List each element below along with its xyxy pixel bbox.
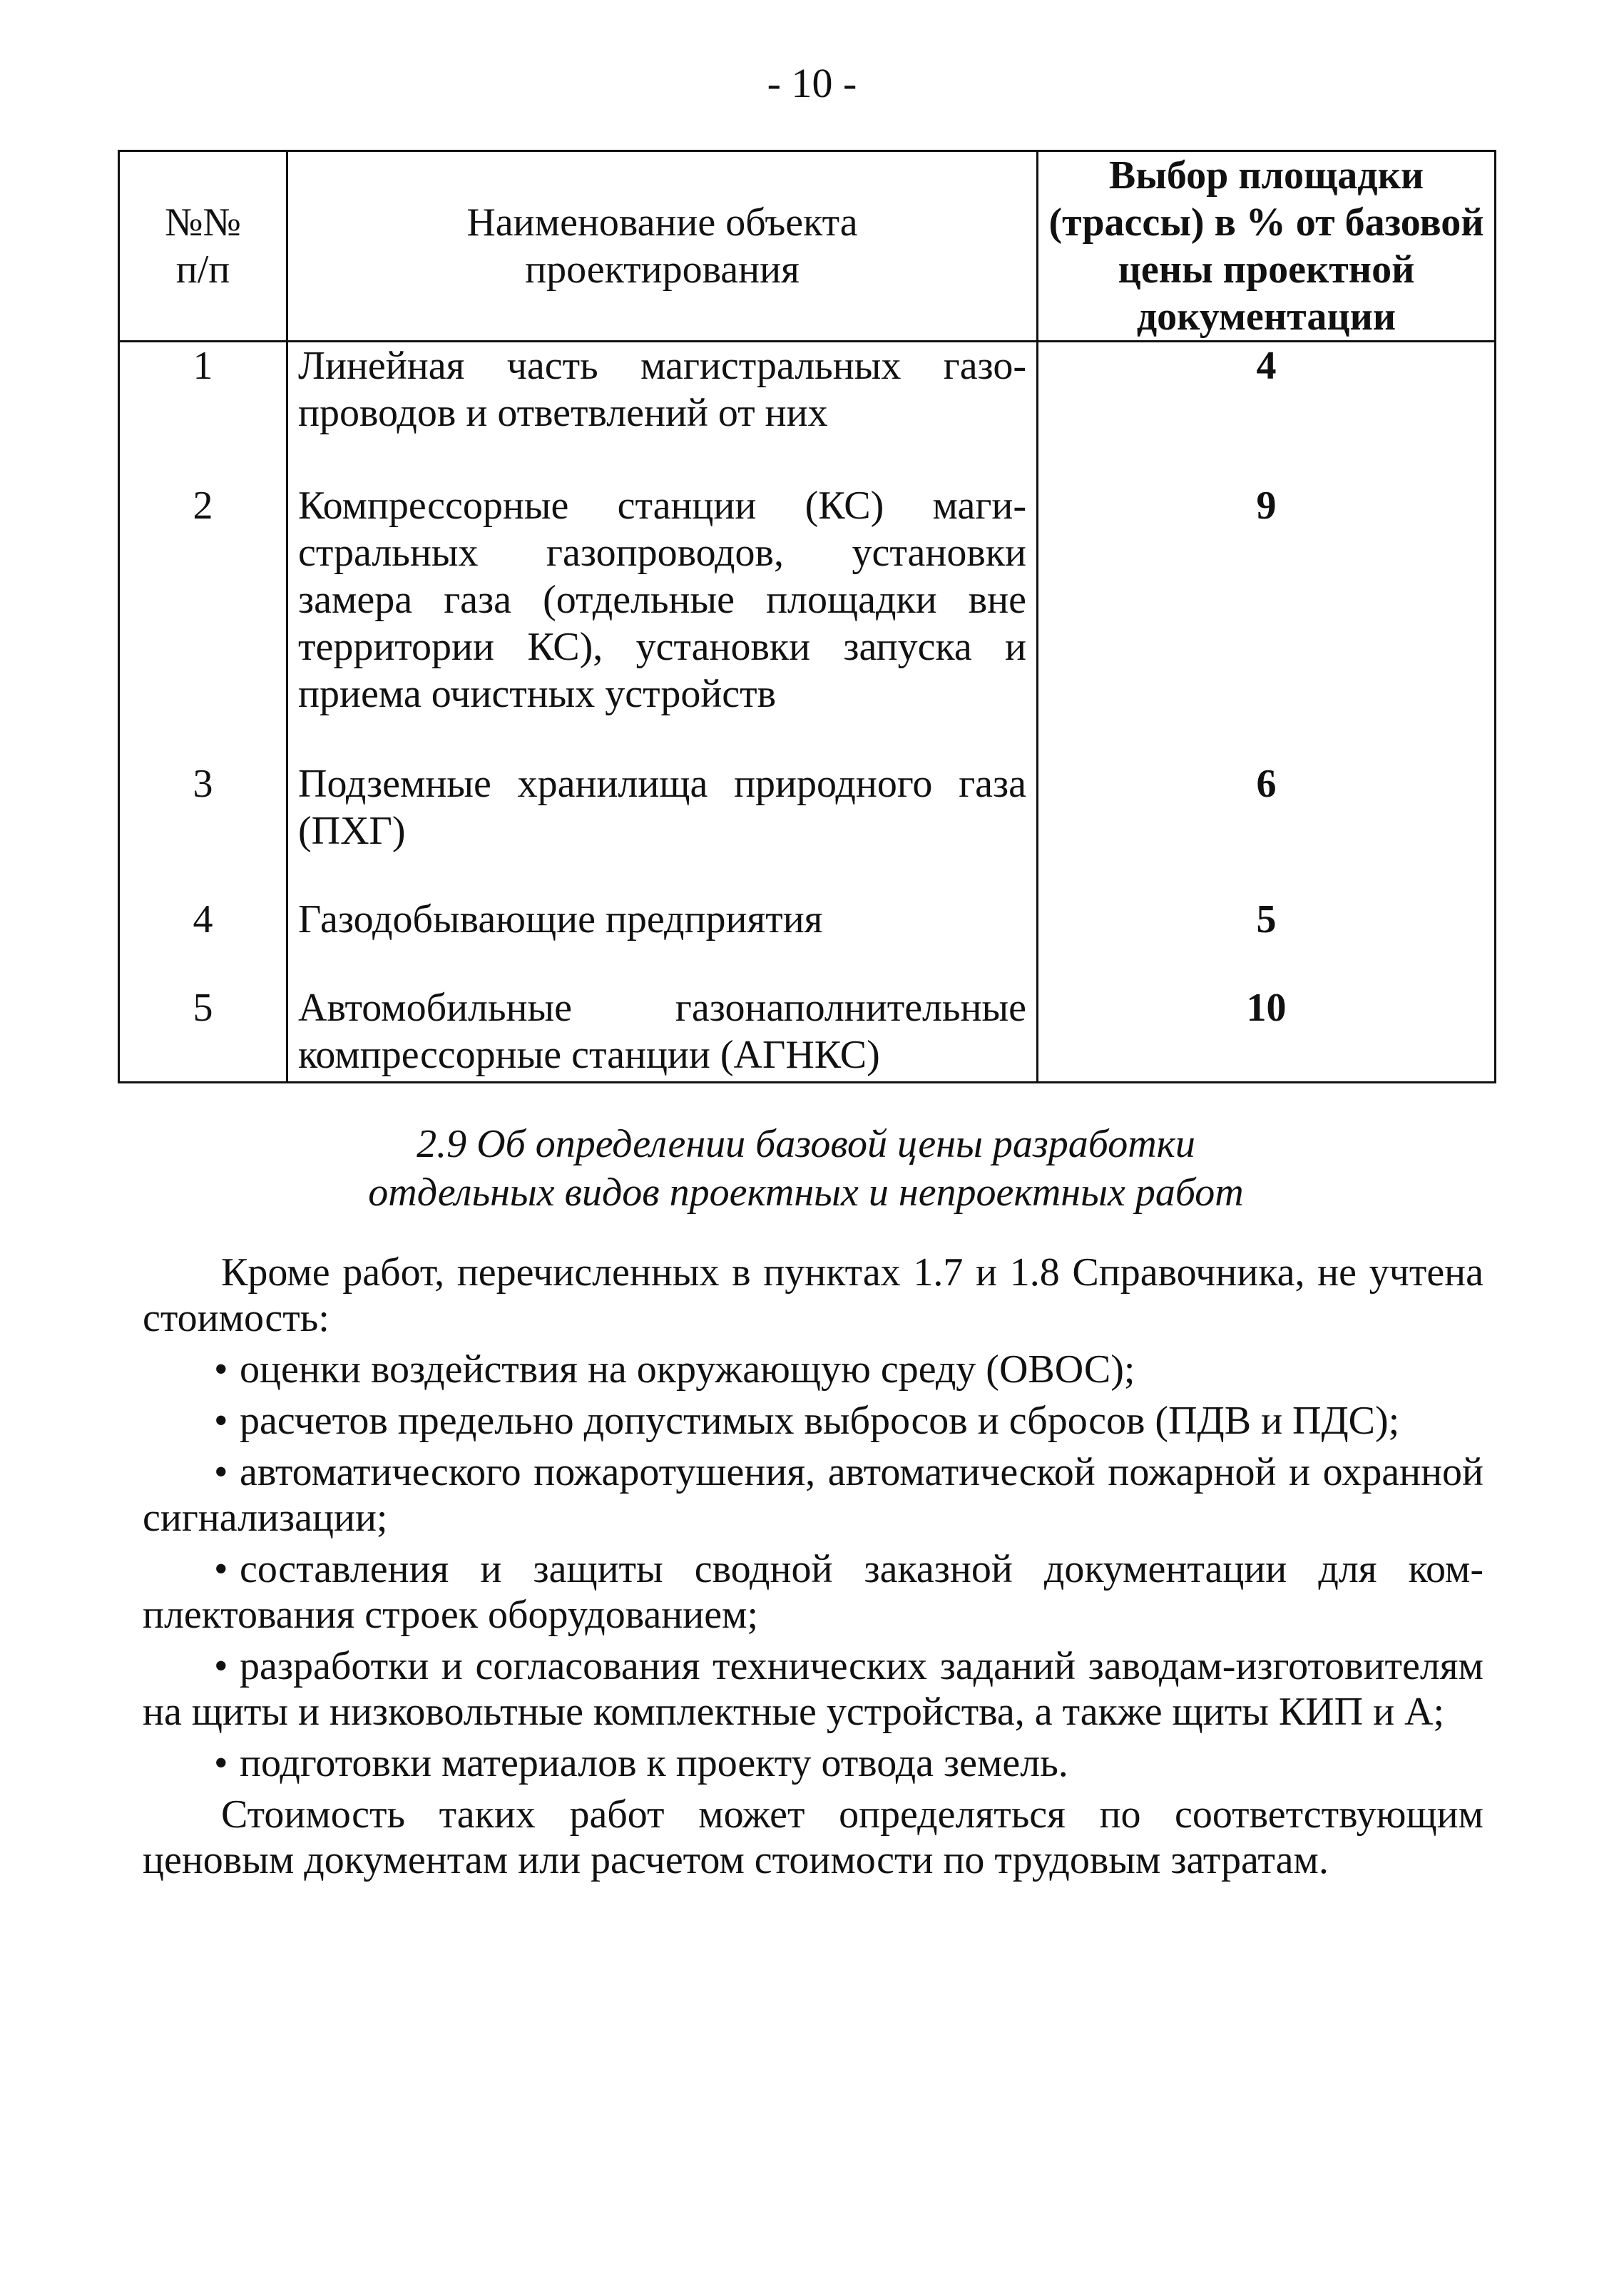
- list-item: [143, 1546, 1483, 1638]
- list-item-text: составления и защиты сводной заказной документации для ком-плектования строек оборудованием;: [143, 1547, 1483, 1637]
- bullet-icon: •: [214, 1547, 228, 1591]
- bullet-icon: •: [214, 1450, 228, 1494]
- header-site-selection-percent: [1038, 151, 1496, 342]
- list-item: [143, 1449, 1483, 1541]
- row-number: 1: [119, 342, 287, 483]
- header-name-line: Наименование объекта: [466, 200, 858, 245]
- row-percent-value: 4: [1038, 342, 1496, 483]
- row-object-name: Газодобывающие предприятия: [287, 896, 1038, 984]
- table-row: [119, 896, 1496, 984]
- row-percent-value: 5: [1038, 896, 1496, 984]
- row-percent-value: 9: [1038, 482, 1496, 760]
- excluded-works-list: [143, 1347, 1483, 1786]
- table-row: [119, 760, 1496, 896]
- intro-paragraph: Кроме работ, перечисленных в пунктах 1.7 и 1.8 Справочника, не учтена стоимость:: [143, 1250, 1483, 1340]
- list-item: [143, 1643, 1483, 1735]
- row-number: 4: [119, 896, 287, 984]
- list-item: [143, 1740, 1483, 1786]
- header-value-line: цены проектной: [1118, 248, 1415, 292]
- list-item-text: оценки воздействия на окружающую среду (ОВОС);: [240, 1347, 1135, 1392]
- bullet-icon: •: [214, 1399, 228, 1443]
- bullet-icon: •: [214, 1644, 228, 1688]
- row-number: 3: [119, 760, 287, 896]
- bullet-icon: •: [214, 1347, 228, 1392]
- header-number-line: №№: [165, 200, 241, 245]
- design-cost-table: [118, 150, 1496, 1083]
- list-item-text: расчетов предельно допустимых выбросов и сбросов (ПДВ и ПДС);: [240, 1399, 1400, 1443]
- row-object-name: Компрессорные станции (КС) маги-стральных газопроводов, установки замера газа (отдельные площадки вне территории КС), установки запуска и приема очистных устройств: [287, 482, 1038, 760]
- table-row: [119, 482, 1496, 760]
- page-number: - 10 -: [767, 60, 857, 106]
- row-percent-value: 6: [1038, 760, 1496, 896]
- section-title: [118, 1120, 1494, 1217]
- section-body: [143, 1250, 1483, 1889]
- header-number: [119, 151, 287, 342]
- header-name-line: проектирования: [525, 248, 800, 292]
- bullet-icon: •: [214, 1741, 228, 1785]
- section-title-line: отдельных видов проектных и непроектных работ: [368, 1170, 1244, 1215]
- row-object-name: Подземные хранилища природного газа (ПХГ): [287, 760, 1038, 896]
- row-object-name: Линейная часть магистральных газо-проводов и ответвлений от них: [287, 342, 1038, 483]
- table-row: [119, 984, 1496, 1083]
- header-value-line: (трассы) в % от базовой: [1048, 200, 1484, 245]
- section-title-line: 2.9 Об определении базовой цены разработки: [417, 1122, 1195, 1166]
- header-value-line: Выбор площадки: [1108, 153, 1424, 198]
- row-object-name: Автомобильные газонаполнительные компрессорные станции (АГНКС): [287, 984, 1038, 1083]
- header-number-line: п/п: [175, 248, 230, 292]
- list-item-text: подготовки материалов к проекту отвода земель.: [240, 1741, 1068, 1785]
- table-header-row: [119, 151, 1496, 342]
- list-item-text: автоматического пожаротушения, автоматической пожарной и охранной сигнализации;: [143, 1450, 1483, 1540]
- closing-paragraph: Стоимость таких работ может определяться по соответствующим ценовым документам или расчетом стоимости по трудовым затратам.: [143, 1792, 1483, 1882]
- table-row: [119, 342, 1496, 483]
- header-object-name: [287, 151, 1038, 342]
- row-number: 5: [119, 984, 287, 1083]
- list-item: [143, 1347, 1483, 1392]
- row-number: 2: [119, 482, 287, 760]
- list-item: [143, 1398, 1483, 1444]
- list-item-text: разработки и согласования технических заданий заводам-изготовителям на щиты и низковольтные комплектные устройства, а также щиты КИП и А;: [143, 1644, 1483, 1734]
- header-value-line: документации: [1136, 295, 1396, 339]
- row-percent-value: 10: [1038, 984, 1496, 1083]
